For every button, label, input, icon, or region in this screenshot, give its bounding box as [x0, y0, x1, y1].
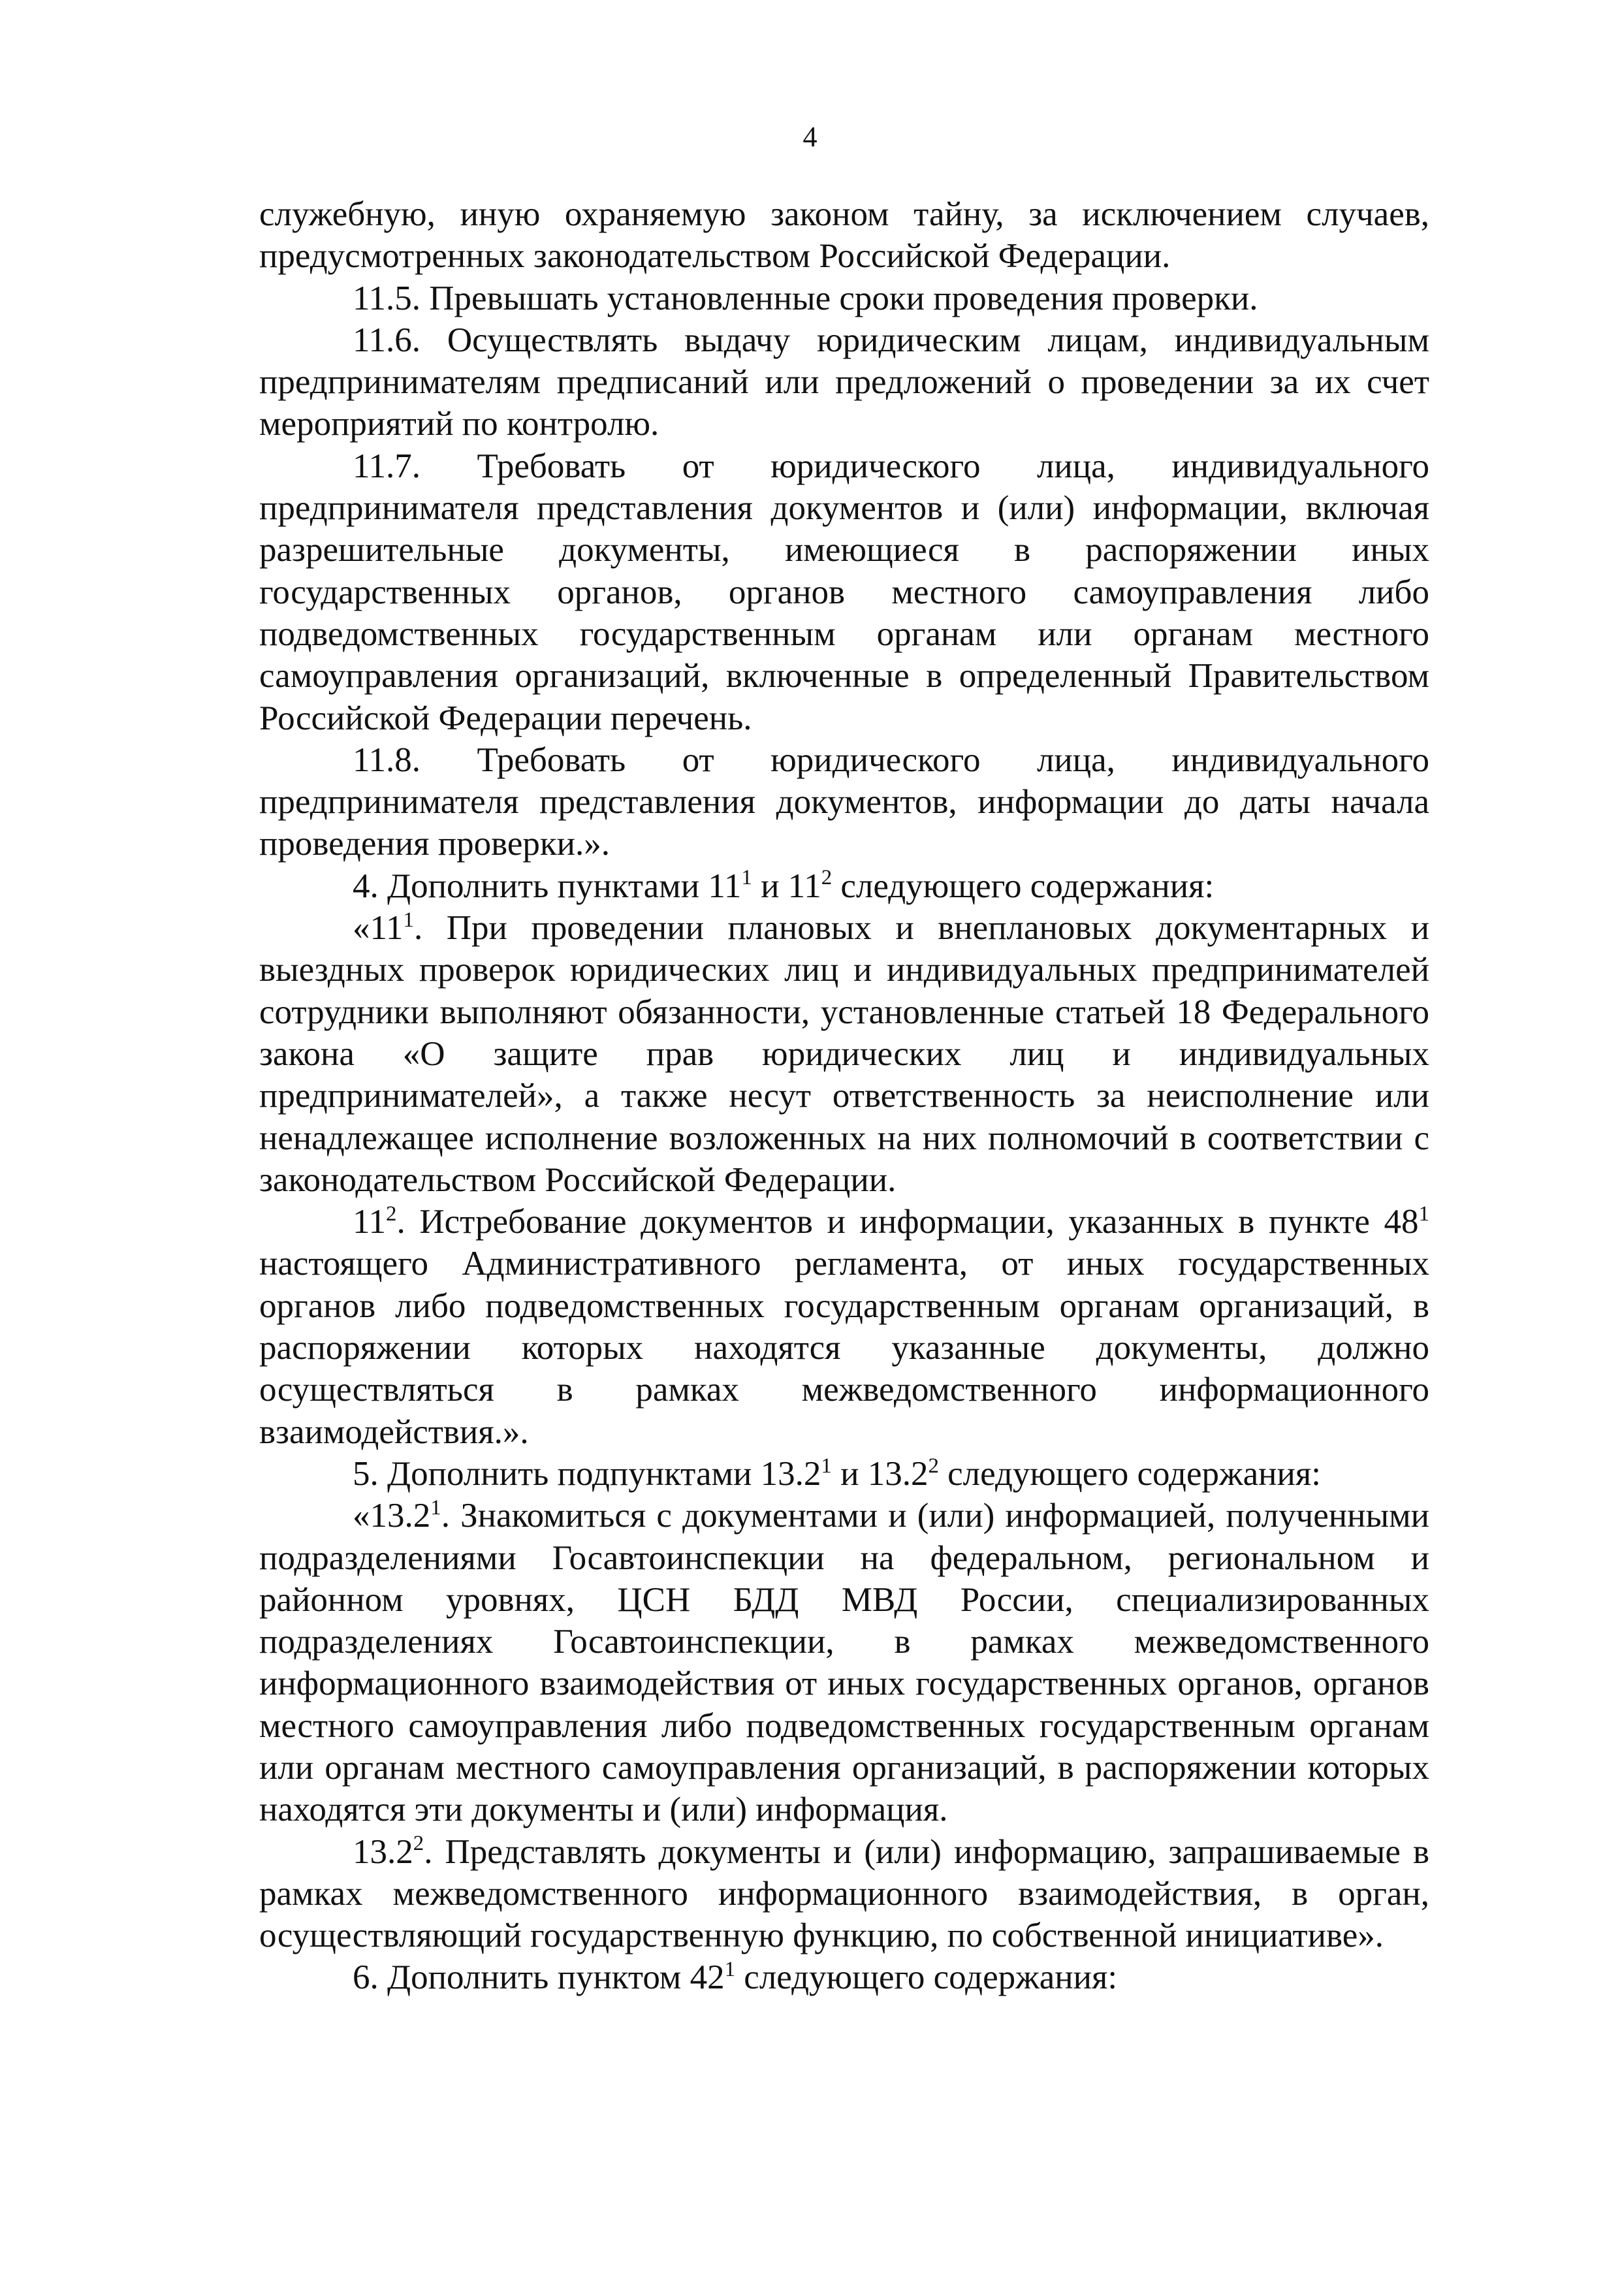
superscript-index: 1 [430, 1495, 441, 1520]
superscript-index: 1 [724, 1958, 736, 1982]
superscript-index: 1 [403, 908, 414, 932]
paragraph [259, 1495, 1429, 1830]
paragraph [259, 1831, 1429, 1957]
text-run: 6. Дополнить пунктом 42 [353, 1958, 725, 1997]
page-number: 4 [802, 121, 818, 153]
text-run: 5. Дополнить подпунктами 13.2 [353, 1454, 821, 1493]
paragraph [259, 1453, 1429, 1495]
paragraph [259, 278, 1429, 319]
text-run: следующего содержания: [832, 867, 1215, 905]
text-run: 11.8. Требовать от юридического лица, индивидуального предпринимателя представления документов, информации до даты начала проведения проверки.». [259, 741, 1429, 863]
paragraph [259, 739, 1429, 865]
paragraph [259, 193, 1429, 278]
text-run: следующего содержания: [938, 1454, 1321, 1493]
superscript-index: 2 [928, 1454, 939, 1478]
text-run: и 11 [752, 867, 821, 905]
superscript-index: 2 [413, 1832, 424, 1856]
text-run: . Истребование документов и информации, указанных в пункте 48 [396, 1203, 1419, 1241]
superscript-index: 2 [821, 866, 833, 890]
superscript-index: 1 [741, 866, 752, 890]
text-run: следующего содержания: [735, 1958, 1118, 1997]
superscript-index: 1 [821, 1454, 832, 1478]
superscript-index: 2 [386, 1202, 397, 1226]
text-run: настоящего Административного регламента, от иных государственных органов либо подведомственных государственным органам организаций, в распоряжении которых находятся указанные документы, должно осуществляться в рамках межведомственного информационного взаимодействия.». [259, 1245, 1429, 1451]
text-run: 11.5. Превышать установленные сроки проведения проверки. [353, 279, 1258, 317]
text-run: 11.6. Осуществлять выдачу юридическим лицам, индивидуальным предпринимателям предписаний или предложений о проведении за их счет мероприятий по контролю. [259, 321, 1429, 443]
paragraph [259, 445, 1429, 739]
text-run: 13.2 [353, 1832, 413, 1871]
paragraph [259, 1201, 1429, 1453]
text-run: служебную, иную охраняемую законом тайну, за исключением случаев, предусмотренных законодательством Российской Федерации. [259, 195, 1429, 276]
document-body [259, 193, 1429, 1999]
paragraph [259, 319, 1429, 445]
text-run: . Знакомиться с документами и (или) информацией, полученными подразделениями Госавтоинспекции на федеральном, региональном и районном уровнях, ЦСН БДД МВД России, специализированных подразделениях Госавтоинспекции, в рамках межведомственного информационного взаимодействия от иных государственных органов, органов местного самоуправления либо подведомственных государственным органам или органам местного самоуправления организаций, в распоряжении которых находятся эти документы и (или) информация. [259, 1497, 1429, 1829]
text-run: . Представлять документы и (или) информацию, запрашиваемые в рамках межведомственного информационного взаимодействия, в орган, осуществляющий государственную функцию, по собственной инициативе». [259, 1832, 1429, 1955]
text-run: 11 [353, 1203, 387, 1241]
text-run: 4. Дополнить пунктами 11 [353, 867, 742, 905]
superscript-index: 1 [1418, 1202, 1429, 1226]
text-run: 11.7. Требовать от юридического лица, индивидуального предпринимателя представления документов и (или) информации, включая разрешительные документы, имеющиеся в распоряжении иных государственных органов, органов местного самоуправления либо подведомственных государственным органам или органам местного самоуправления организаций, включенные в определенный Правительством Российской Федерации перечень. [259, 447, 1429, 737]
paragraph [259, 907, 1429, 1201]
text-run: . При проведении плановых и внеплановых документарных и выездных проверок юридических лиц и индивидуальных предпринимателей сотрудники выполняют обязанности, установленные статьей 18 Федерального закона «О защите прав юридических лиц и индивидуальных предпринимателей», а также несут ответственность за неисполнение или ненадлежащее исполнение возложенных на них полномочий в соответствии с законодательством Российской Федерации. [259, 909, 1429, 1199]
paragraph [259, 865, 1429, 907]
paragraph [259, 1956, 1429, 1998]
text-run: «11 [353, 909, 404, 948]
text-run: и 13.2 [831, 1454, 929, 1493]
text-run: «13.2 [353, 1497, 431, 1535]
